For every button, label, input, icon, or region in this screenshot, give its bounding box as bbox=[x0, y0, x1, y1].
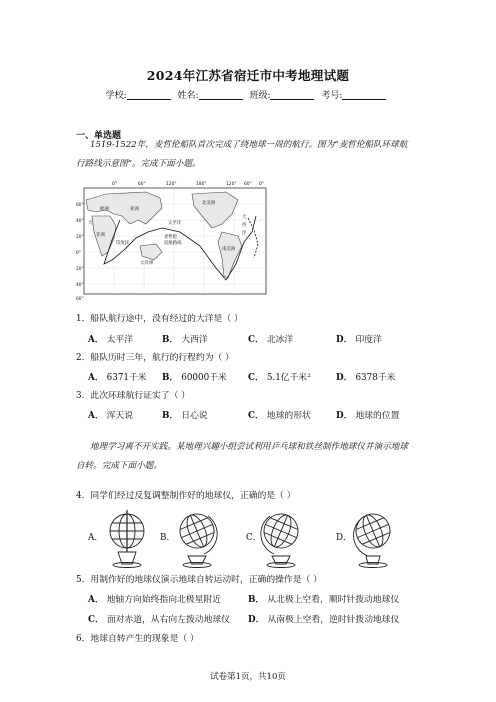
label-north-america: 北美洲 bbox=[202, 201, 216, 206]
top-tick-1: 60° bbox=[138, 182, 146, 187]
label-return-route: 返航路线 bbox=[164, 241, 182, 246]
q4-option-c-key[interactable]: C． bbox=[246, 533, 262, 543]
name-blank bbox=[199, 90, 243, 100]
top-tick-6: 0° bbox=[259, 182, 264, 187]
q5-option-b[interactable]: B． 从北极上空看，顺时针拨动地球仪 bbox=[248, 595, 400, 605]
left-tick-3: 0° bbox=[76, 251, 81, 256]
left-tick-5: 40° bbox=[76, 283, 84, 288]
question-5-stem: 5．用制作好的地球仪演示地球自转运动时，正确的操作是（ ） bbox=[76, 575, 322, 585]
question-6-stem: 6．地球自转产生的现象是（ ） bbox=[76, 634, 199, 644]
passage-2-line-1: 地理学习离不开实践。某地理兴趣小组尝试利用乒乓球和铁丝制作地球仪并演示地球 bbox=[90, 442, 408, 452]
q3-option-a[interactable]: A． 浑天说 bbox=[88, 411, 134, 421]
class-label: 班级: bbox=[249, 91, 271, 101]
question-4-stem: 4．同学们经过反复调整制作好的地球仪，正确的是（ ） bbox=[76, 491, 296, 501]
exam-title: 2024年江苏省宿迁市中考地理试题 bbox=[146, 68, 350, 83]
label-magellan: 麦哲伦 bbox=[164, 235, 178, 240]
top-tick-5: 60° bbox=[244, 182, 252, 187]
q4-option-b-key[interactable]: B． bbox=[160, 533, 176, 543]
q4-option-d-key[interactable]: D． bbox=[336, 533, 352, 543]
top-tick-0: 0° bbox=[112, 182, 117, 187]
q2-option-c[interactable]: C． 5.1亿千米² bbox=[248, 373, 311, 383]
passage-2 bbox=[76, 438, 426, 476]
q2-option-b[interactable]: B． 60000千米 bbox=[162, 373, 227, 383]
label-atlantic-yang: 洋 bbox=[242, 231, 247, 236]
label-pacific: 太平洋 bbox=[168, 221, 182, 226]
label-indian-ocean: 印度洋 bbox=[116, 241, 130, 246]
label-atlantic-xi: 西 bbox=[242, 223, 247, 228]
question-3-stem: 3．此次环球航行证实了（ ） bbox=[76, 391, 190, 401]
globe-b-icon[interactable] bbox=[174, 506, 220, 568]
passage-1 bbox=[76, 136, 426, 174]
label-south-america: 南美洲 bbox=[222, 247, 236, 252]
globe-d-icon[interactable] bbox=[350, 506, 396, 568]
top-tick-4: 120° bbox=[226, 182, 237, 187]
label-asia: 亚洲 bbox=[130, 207, 139, 212]
question-1-stem: 1．船队航行途中，没有经过的大洋是（ ） bbox=[76, 314, 243, 324]
passage-1-line-2: 行路线示意图”。完成下面小题。 bbox=[76, 159, 201, 169]
left-tick-0: 60° bbox=[76, 203, 84, 208]
label-africa: 非洲 bbox=[96, 233, 105, 238]
passage-1-line-1: 1519-1522年，麦哲伦船队首次完成了绕地球一周的航行。图为“麦哲伦船队环球航 bbox=[90, 140, 408, 150]
magellan-route-map bbox=[76, 180, 272, 302]
q4-option-a-key[interactable]: A． bbox=[88, 533, 104, 543]
q1-option-c[interactable]: C． 北冰洋 bbox=[248, 335, 294, 345]
school-blank bbox=[127, 90, 171, 100]
q1-option-b[interactable]: B． 大西洋 bbox=[162, 335, 208, 345]
page-footer: 试卷第1页，共10页 bbox=[210, 672, 286, 682]
q5-option-c[interactable]: C． 面对赤道，从右向左拨动地球仪 bbox=[88, 615, 230, 625]
q1-option-d[interactable]: D． 印度洋 bbox=[336, 335, 382, 345]
left-tick-1: 40° bbox=[76, 219, 84, 224]
top-tick-2: 120° bbox=[166, 182, 177, 187]
left-tick-6: 60° bbox=[76, 297, 84, 302]
q2-option-a[interactable]: A． 6371千米 bbox=[88, 373, 147, 383]
section-title: 一、单选题 bbox=[76, 131, 122, 141]
passage-2-line-2: 自转。完成下面小题。 bbox=[76, 461, 162, 471]
top-tick-3: 180° bbox=[196, 182, 207, 187]
q3-option-b[interactable]: B． 日心说 bbox=[162, 411, 208, 421]
label-europe: 欧洲 bbox=[100, 207, 109, 212]
school-label: 学校: bbox=[105, 91, 127, 101]
q3-option-c[interactable]: C． 地球的形状 bbox=[248, 411, 311, 421]
globe-a-icon[interactable] bbox=[104, 506, 150, 568]
q5-option-a[interactable]: A． 地轴方向始终指向北极星附近 bbox=[88, 595, 221, 605]
name-label: 姓名: bbox=[177, 91, 199, 101]
left-tick-2: 20° bbox=[76, 235, 84, 240]
q2-option-d[interactable]: D． 6378千米 bbox=[336, 373, 396, 383]
q5-option-d[interactable]: D． 从南极上空看，逆时针拨动地球仪 bbox=[248, 615, 400, 625]
student-info-line bbox=[0, 88, 496, 101]
question-2-stem: 2．船队历时三年，航行的行程约为（ ） bbox=[76, 353, 234, 363]
exam-no-blank bbox=[342, 90, 386, 100]
globe-c-icon[interactable] bbox=[258, 506, 304, 568]
q3-option-d[interactable]: D． 地球的位置 bbox=[336, 411, 400, 421]
label-atlantic-da: 大 bbox=[242, 215, 247, 220]
q1-option-a[interactable]: A． 太平洋 bbox=[88, 335, 134, 345]
left-tick-4: 20° bbox=[76, 267, 84, 272]
label-oceania: 大洋洲 bbox=[140, 261, 154, 266]
label-da: 大 bbox=[88, 221, 93, 226]
class-blank bbox=[270, 90, 314, 100]
exam-no-label: 考号: bbox=[321, 91, 343, 101]
